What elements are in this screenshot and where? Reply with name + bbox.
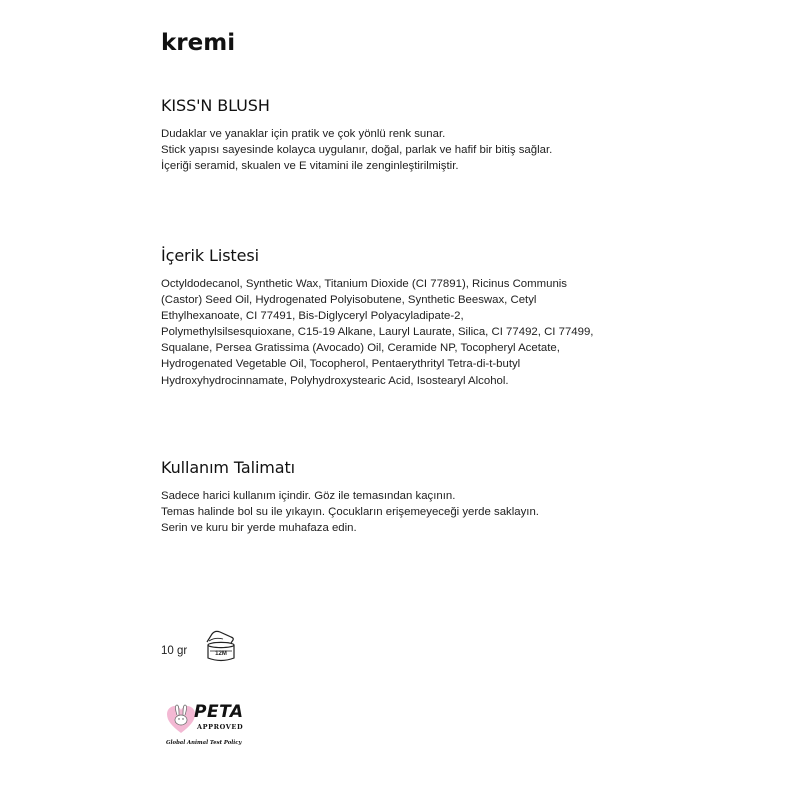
net-weight: 10 gr [161, 645, 188, 657]
description-line: Stick yapısı sayesinde kolayca uygulanır, doğal, parlak ve hafif bir bitiş sağlar. [161, 144, 553, 157]
ingredients-title: İçerik Listesi [161, 246, 259, 265]
ingredients-line: Squalane, Persea Gratissima (Avocado) Oil, Ceramide NP, Tocopheryl Acetate, [161, 342, 560, 355]
usage-line: Serin ve kuru bir yerde muhafaza edin. [161, 522, 357, 535]
usage-line: Temas halinde bol su ile yıkayın. Çocukların erişemeyeceği yerde saklayın. [161, 506, 539, 519]
pao-label: 12M [215, 651, 227, 657]
product-title: KISS'N BLUSH [161, 96, 270, 115]
ingredients-line: Octyldodecanol, Synthetic Wax, Titanium Dioxide (CI 77891), Ricinus Communis [161, 278, 568, 290]
usage-line: Sadece harici kullanım içindir. Göz ile temasından kaçının. [161, 490, 456, 502]
description-line: İçeriği seramid, skualen ve E vitamini ile zenginleştirilmiştir. [161, 160, 459, 173]
ingredients-line: Hydrogenated Vegetable Oil, Tocopherol, Pentaerythrityl Tetra-di-t-butyl [161, 358, 521, 371]
peta-wordmark: PETA [194, 702, 244, 722]
product-section [161, 96, 631, 174]
ingredients-list [161, 276, 631, 389]
usage-section [161, 458, 631, 536]
bunny-heart-icon [166, 703, 196, 737]
ingredients-line: Polymethylsilsesquioxane, C15-19 Alkane, Lauryl Laurate, Silica, CI 77492, CI 77499, [161, 326, 594, 339]
ingredients-line: (Castor) Seed Oil, Hydrogenated Polyisobutene, Synthetic Beeswax, Cetyl [161, 294, 537, 307]
product-description [161, 126, 631, 174]
usage-instructions [161, 488, 631, 536]
ingredients-line: Ethylhexanoate, CI 77491, Bis-Diglyceryl Polyacyladipate-2, [161, 310, 464, 323]
peta-policy-label: Global Animal Test Policy [166, 740, 242, 746]
description-line: Dudaklar ve yanaklar için pratik ve çok yönlü renk sunar. [161, 128, 446, 140]
usage-title: Kullanım Talimatı [161, 458, 296, 477]
open-jar-icon [203, 629, 239, 665]
ingredients-line: Hydroxyhydrocinnamate, Polyhydroxystearic Acid, Isostearyl Alcohol. [161, 374, 509, 387]
ingredients-section [161, 246, 631, 389]
brand-logo: kremi [161, 30, 236, 56]
peta-approved-label: APPROVED [197, 723, 244, 731]
peta-approved-logo [166, 703, 256, 751]
